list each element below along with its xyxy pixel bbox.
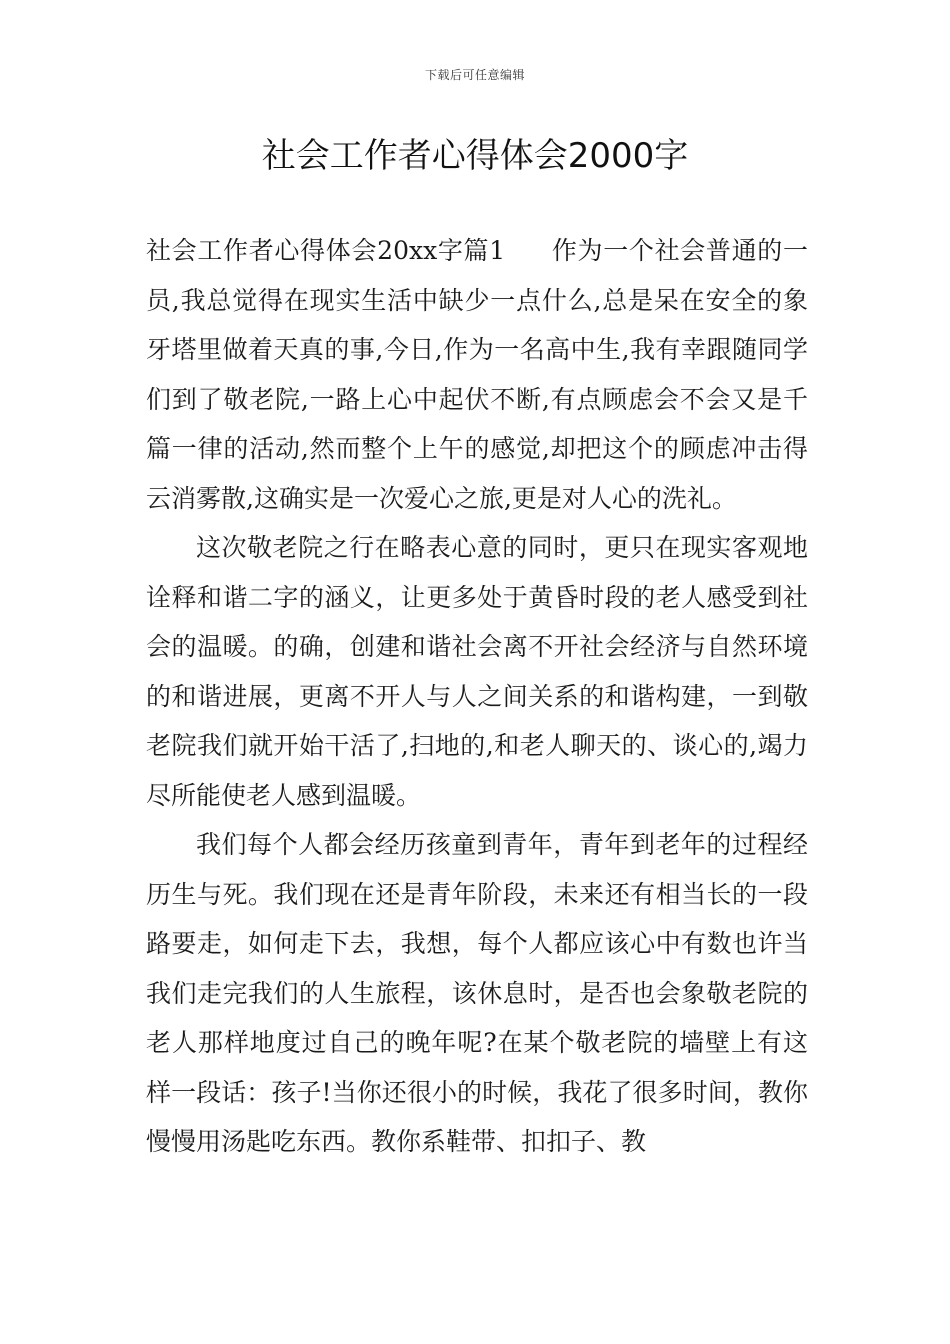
document-title: 社会工作者心得体会2000字 [261,136,689,176]
header-note: 下载后可任意编辑 [424,68,525,82]
paragraph-1-text: 作为一个社会普通的一员,我总觉得在现实生活中缺少一点什么,总是呆在安全的象牙塔里做着天真的事,今日,作为一名高中生,我有幸跟随同学们到了敬老院,一路上心中起伏不断,有点顾虑会不会又是千篇一律的活动,然而整个上午的感觉,却把这个的顾虑冲击得云消雾散,这确实是一次爱心之旅,更是对人心的洗礼。 [146,236,808,513]
paragraph-1 [146,226,808,523]
paragraph-3: 我们每个人都会经历孩童到青年，青年到老年的过程经历生与死。我们现在还是青年阶段，未来还有相当长的一段路要走，如何走下去，我想，每个人都应该心中有数也许当我们走完我们的人生旅程，该休息时，是否也会象敬老院的老人那样地度过自己的晚年呢?在某个敬老院的墙壁上有这样一段话：孩子!当你还很小的时候，我花了很多时间，教你慢慢用汤匙吃东西。教你系鞋带、扣扣子、教 [146,830,808,1156]
paragraph-2: 这次敬老院之行在略表心意的同时，更只在现实客观地诠释和谐二字的涵义，让更多处于黄昏时段的老人感受到社会的温暖。的确，创建和谐社会离不开社会经济与自然环境的和谐进展，更离不开人与人之间关系的和谐构建，一到敬老院我们就开始干活了,扫地的,和老人聊天的、谈心的,竭力尽所能使老人感到温暖。 [146,533,808,810]
section-heading: 社会工作者心得体会20xx字篇1 [146,236,506,265]
document-body [146,226,808,1167]
